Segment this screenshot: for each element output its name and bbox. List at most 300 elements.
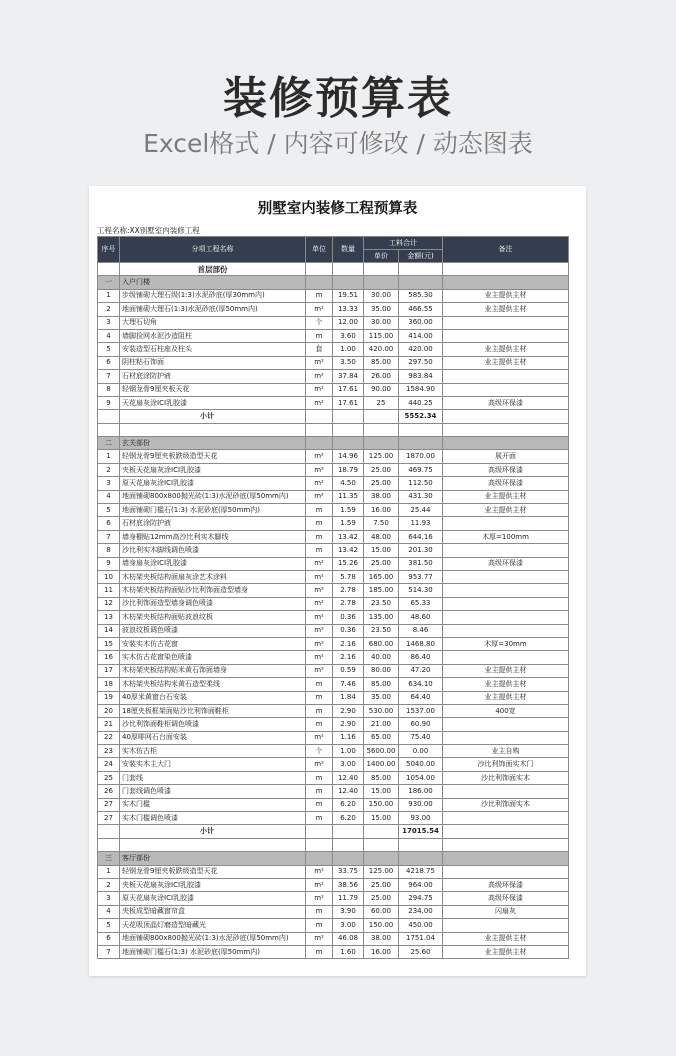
cell-no: 15 <box>98 637 120 650</box>
empty-cell <box>443 410 569 423</box>
section-number: 二 <box>98 437 120 450</box>
cell-note <box>443 651 569 664</box>
project-name: 工程名称:XX别墅室内装修工程 <box>97 226 200 235</box>
cell-amount: 11.93 <box>399 517 443 530</box>
cell-unit: m² <box>306 370 333 383</box>
cell-qty: 11.35 <box>333 490 364 503</box>
cell-item-name: 地面铺砌大理石(1:3)水泥砂底(厚50mm内) <box>120 303 306 316</box>
cell-unit: m <box>306 798 333 811</box>
empty-cell <box>333 838 364 851</box>
cell-amount: 0.00 <box>399 745 443 758</box>
cell-note <box>443 718 569 731</box>
cell-amount: 201.30 <box>399 544 443 557</box>
cell-unit: 个 <box>306 316 333 329</box>
subtotal-row <box>98 825 569 838</box>
cell-qty: 13.42 <box>333 530 364 543</box>
cell-amount: 1870.00 <box>399 450 443 463</box>
cell-unit: m² <box>306 490 333 503</box>
cell-qty: 1.59 <box>333 517 364 530</box>
table-row <box>98 651 569 664</box>
empty-cell <box>399 276 443 289</box>
table-row <box>98 504 569 517</box>
cell-amount: 469.75 <box>399 463 443 476</box>
table-row <box>98 758 569 771</box>
cell-note: 业主提供主材 <box>443 664 569 677</box>
cell-note: 业主自购 <box>443 745 569 758</box>
cell-unit-price: 680.00 <box>364 637 399 650</box>
cell-unit: m² <box>306 932 333 945</box>
cell-no: 1 <box>98 289 120 302</box>
cell-no: 27 <box>98 798 120 811</box>
cell-unit: m² <box>306 637 333 650</box>
cell-amount: 8.46 <box>399 624 443 637</box>
cell-amount: 297.50 <box>399 356 443 369</box>
cell-qty: 12.40 <box>333 785 364 798</box>
cell-qty: 38.56 <box>333 878 364 891</box>
cell-amount: 585.30 <box>399 289 443 302</box>
header-cost-total: 工料合计 <box>364 237 443 250</box>
empty-cell <box>333 437 364 450</box>
cell-note <box>443 584 569 597</box>
cell-note <box>443 919 569 932</box>
cell-no: 1 <box>98 450 120 463</box>
cell-unit-price: 85.00 <box>364 771 399 784</box>
cell-unit: 套 <box>306 343 333 356</box>
empty-cell <box>443 852 569 865</box>
cell-note <box>443 731 569 744</box>
cell-note <box>443 785 569 798</box>
cell-item-name: 轻钢龙骨9厘夹板天花 <box>120 383 306 396</box>
cell-note <box>443 544 569 557</box>
cell-qty: 0.59 <box>333 664 364 677</box>
cell-item-name: 实木门槛 <box>120 798 306 811</box>
cell-note: 业主提供主材 <box>443 504 569 517</box>
cell-item-name: 18厘夹板框架面贴沙比利饰面鞋柜 <box>120 704 306 717</box>
cell-qty: 7.46 <box>333 678 364 691</box>
empty-cell <box>120 838 306 851</box>
header-unit-price: 单价 <box>364 250 399 263</box>
cell-qty: 0.36 <box>333 624 364 637</box>
cell-no: 19 <box>98 691 120 704</box>
table-row <box>98 637 569 650</box>
cell-qty: 3.00 <box>333 919 364 932</box>
header-note: 备注 <box>443 237 569 263</box>
empty-cell <box>364 825 399 838</box>
cell-no: 7 <box>98 530 120 543</box>
spreadsheet-preview <box>89 186 586 976</box>
cell-no: 7 <box>98 945 120 958</box>
cell-unit: m² <box>306 570 333 583</box>
empty-cell <box>399 852 443 865</box>
cell-no: 9 <box>98 557 120 570</box>
cell-unit: m <box>306 905 333 918</box>
table-row <box>98 611 569 624</box>
cell-no: 5 <box>98 919 120 932</box>
cell-note <box>443 383 569 396</box>
cell-qty: 12.40 <box>333 771 364 784</box>
cell-item-name: 40厚米黄窗台石安装 <box>120 691 306 704</box>
cell-item-name: 地面铺砌门槛石(1:3) 水泥砂底(厚50mm内) <box>120 504 306 517</box>
table-row <box>98 450 569 463</box>
cell-note <box>443 812 569 825</box>
cell-no: 4 <box>98 905 120 918</box>
cell-no: 18 <box>98 678 120 691</box>
cell-amount: 112.50 <box>399 477 443 490</box>
cell-no: 21 <box>98 718 120 731</box>
empty-cell <box>364 410 399 423</box>
cell-unit-price: 150.00 <box>364 798 399 811</box>
cell-item-name: 安装实木主大门 <box>120 758 306 771</box>
table-row <box>98 731 569 744</box>
cell-item-name: 轻钢龙骨9厘夹板跌级造型天花 <box>120 450 306 463</box>
subtotal-label: 小计 <box>120 410 306 423</box>
cell-note <box>443 570 569 583</box>
cell-no: 9 <box>98 396 120 409</box>
cell-unit: m² <box>306 731 333 744</box>
cell-unit-price: 115.00 <box>364 329 399 342</box>
section-name: 玄关部份 <box>120 437 306 450</box>
cell-no: 13 <box>98 611 120 624</box>
cell-no: 6 <box>98 517 120 530</box>
cell-note: 业主提供主材 <box>443 945 569 958</box>
cell-qty: 46.08 <box>333 932 364 945</box>
spacer-row <box>98 423 569 436</box>
cell-qty: 1.00 <box>333 745 364 758</box>
empty-cell <box>364 838 399 851</box>
cell-unit-price: 26.00 <box>364 370 399 383</box>
cell-unit-price: 185.00 <box>364 584 399 597</box>
header-unit: 单位 <box>306 237 333 263</box>
empty-cell <box>333 410 364 423</box>
cell-unit: m² <box>306 892 333 905</box>
empty-cell <box>364 276 399 289</box>
table-row <box>98 544 569 557</box>
cell-item-name: 轻钢龙骨9厘夹板跌级造型天花 <box>120 865 306 878</box>
cell-amount: 514.30 <box>399 584 443 597</box>
cell-note: 业主提供主材 <box>443 490 569 503</box>
cell-item-name: 大理石切角 <box>120 316 306 329</box>
table-row <box>98 370 569 383</box>
section-header-row <box>98 276 569 289</box>
cell-item-name: 实木仿古柜 <box>120 745 306 758</box>
cell-unit: m <box>306 329 333 342</box>
cell-item-name: 阴柱粘石饰面 <box>120 356 306 369</box>
cell-unit-price: 15.00 <box>364 544 399 557</box>
cell-amount: 234.00 <box>399 905 443 918</box>
table-row <box>98 865 569 878</box>
section-header-row <box>98 852 569 865</box>
cell-amount: 294.75 <box>399 892 443 905</box>
cell-no: 12 <box>98 597 120 610</box>
cell-item-name: 步级铺砌大理石级(1:3)水泥砂底(厚30mm内) <box>120 289 306 302</box>
header-amount: 金额(元) <box>399 250 443 263</box>
cell-unit-price: 420.00 <box>364 343 399 356</box>
cell-unit: m <box>306 530 333 543</box>
cell-no: 5 <box>98 504 120 517</box>
empty-cell <box>306 852 333 865</box>
header-item: 分项工程名称 <box>120 237 306 263</box>
cell-note: 高级环保漆 <box>443 477 569 490</box>
cell-note: 展开面 <box>443 450 569 463</box>
cell-unit: m² <box>306 651 333 664</box>
cell-item-name: 木枋架夹板结构面贴波浪纹板 <box>120 611 306 624</box>
cell-amount: 964.00 <box>399 878 443 891</box>
empty-cell <box>306 410 333 423</box>
cell-note: 业主提供主材 <box>443 289 569 302</box>
cell-unit-price: 15.00 <box>364 812 399 825</box>
cell-unit-price: 30.00 <box>364 316 399 329</box>
table-row <box>98 771 569 784</box>
cell-qty: 12.00 <box>333 316 364 329</box>
cell-item-name: 石材底涂防护液 <box>120 370 306 383</box>
cell-note: 木厚=100mm <box>443 530 569 543</box>
table-row <box>98 329 569 342</box>
cell-unit-price: 25.00 <box>364 557 399 570</box>
cell-unit: m² <box>306 878 333 891</box>
cell-amount: 644.16 <box>399 530 443 543</box>
cell-item-name: 沙比利实木脚线调色喷漆 <box>120 544 306 557</box>
cell-unit-price: 1400.00 <box>364 758 399 771</box>
cell-amount: 25.44 <box>399 504 443 517</box>
header-qty: 数量 <box>333 237 364 263</box>
cell-no: 4 <box>98 490 120 503</box>
cell-unit-price: 80.00 <box>364 664 399 677</box>
table-row <box>98 691 569 704</box>
empty-cell <box>98 410 120 423</box>
cell-amount: 466.55 <box>399 303 443 316</box>
empty-cell <box>120 423 306 436</box>
empty-cell <box>399 838 443 851</box>
cell-item-name: 沙比利饰面鞋柜调色喷漆 <box>120 718 306 731</box>
cell-amount: 1468.80 <box>399 637 443 650</box>
cell-item-name: 夹板天花扇灰涂ICI乳胶漆 <box>120 463 306 476</box>
cell-item-name: 地面铺砌800x800抛光砖(1:3)水泥砂底(厚50mm内) <box>120 932 306 945</box>
cell-qty: 2.16 <box>333 637 364 650</box>
empty-cell <box>306 825 333 838</box>
floor-row <box>98 263 569 276</box>
cell-no: 7 <box>98 370 120 383</box>
section-number: 一 <box>98 276 120 289</box>
cell-unit-price: 23.50 <box>364 624 399 637</box>
cell-amount: 48.60 <box>399 611 443 624</box>
cell-unit-price: 35.00 <box>364 303 399 316</box>
cell-qty: 37.84 <box>333 370 364 383</box>
cell-no: 2 <box>98 463 120 476</box>
cell-qty: 3.90 <box>333 905 364 918</box>
cell-amount: 983.84 <box>399 370 443 383</box>
cell-item-name: 墙脚捡网水泥沙造阻柱 <box>120 329 306 342</box>
empty-cell <box>98 838 120 851</box>
cell-unit: m <box>306 691 333 704</box>
cell-no: 20 <box>98 704 120 717</box>
cell-unit: m <box>306 771 333 784</box>
cell-no: 6 <box>98 932 120 945</box>
cell-no: 8 <box>98 383 120 396</box>
cell-item-name: 石材底涂防护液 <box>120 517 306 530</box>
cell-amount: 450.00 <box>399 919 443 932</box>
cell-amount: 953.77 <box>399 570 443 583</box>
cell-unit: m <box>306 678 333 691</box>
cell-item-name: 天花扇灰涂ICI乳胶漆 <box>120 396 306 409</box>
table-row <box>98 945 569 958</box>
sheet-title: 别墅室内装修工程预算表 <box>257 201 418 217</box>
cell-qty: 13.42 <box>333 544 364 557</box>
cell-note <box>443 370 569 383</box>
cell-qty: 4.50 <box>333 477 364 490</box>
cell-amount: 4218.75 <box>399 865 443 878</box>
cell-note: 业主提供主材 <box>443 303 569 316</box>
empty-cell <box>443 423 569 436</box>
cell-item-name: 安装实木仿古花窗 <box>120 637 306 650</box>
cell-no: 1 <box>98 865 120 878</box>
cell-item-name: 木枋架夹板结构面扇灰涂艺术涂料 <box>120 570 306 583</box>
cell-amount: 930.00 <box>399 798 443 811</box>
cell-no: 26 <box>98 785 120 798</box>
cell-note: 木厚=30mm <box>443 637 569 650</box>
cell-amount: 381.50 <box>399 557 443 570</box>
cell-no: 16 <box>98 651 120 664</box>
cell-qty: 6.20 <box>333 798 364 811</box>
cell-unit-price: 38.00 <box>364 932 399 945</box>
cell-note <box>443 316 569 329</box>
empty-cell <box>98 423 120 436</box>
cell-unit-price: 530.00 <box>364 704 399 717</box>
empty-cell <box>306 276 333 289</box>
spacer-row <box>98 838 569 851</box>
header-no: 序号 <box>98 237 120 263</box>
cell-amount: 634.10 <box>399 678 443 691</box>
subtotal-amount: 17015.54 <box>399 825 443 838</box>
cell-unit: 个 <box>306 745 333 758</box>
cell-amount: 25.60 <box>399 945 443 958</box>
table-row <box>98 812 569 825</box>
cell-qty: 11.79 <box>333 892 364 905</box>
cell-qty: 6.20 <box>333 812 364 825</box>
cell-item-name: 木枋架夹板结构贴米黄石饰面墙身 <box>120 664 306 677</box>
cell-item-name: 原天花扇灰涂ICI乳胶漆 <box>120 892 306 905</box>
subtotal-amount: 5552.34 <box>399 410 443 423</box>
cell-amount: 1751.04 <box>399 932 443 945</box>
cell-qty: 1.84 <box>333 691 364 704</box>
cell-amount: 64.40 <box>399 691 443 704</box>
cell-amount: 65.33 <box>399 597 443 610</box>
empty-cell <box>364 852 399 865</box>
cell-unit-price: 15.00 <box>364 785 399 798</box>
empty-cell <box>443 276 569 289</box>
cell-item-name: 墙身扇灰涂ICI乳胶漆 <box>120 557 306 570</box>
cell-unit-price: 25.00 <box>364 463 399 476</box>
cell-qty: 1.60 <box>333 945 364 958</box>
cell-unit-price: 35.00 <box>364 691 399 704</box>
cell-qty: 18.79 <box>333 463 364 476</box>
cell-note: 高级环保漆 <box>443 557 569 570</box>
cell-amount: 86.40 <box>399 651 443 664</box>
cell-qty: 15.26 <box>333 557 364 570</box>
cell-item-name: 40厚啡网石台面安装 <box>120 731 306 744</box>
budget-table-body <box>98 263 569 959</box>
cell-unit-price: 65.00 <box>364 731 399 744</box>
table-row <box>98 463 569 476</box>
empty-cell <box>306 423 333 436</box>
cell-item-name: 门套线 <box>120 771 306 784</box>
cell-note: 400宽 <box>443 704 569 717</box>
cell-unit-price: 135.00 <box>364 611 399 624</box>
cell-unit-price: 7.50 <box>364 517 399 530</box>
table-row <box>98 303 569 316</box>
cell-unit: m² <box>306 865 333 878</box>
cell-amount: 60.90 <box>399 718 443 731</box>
empty-cell <box>399 423 443 436</box>
table-row <box>98 704 569 717</box>
section-name: 入户门楼 <box>120 276 306 289</box>
cell-unit: m² <box>306 664 333 677</box>
cell-no: 6 <box>98 356 120 369</box>
cell-qty: 33.75 <box>333 865 364 878</box>
cell-no: 4 <box>98 329 120 342</box>
table-row <box>98 798 569 811</box>
cell-amount: 1054.00 <box>399 771 443 784</box>
cell-item-name: 地面铺砌800x800抛光砖(1:3)水泥砂底(厚50mm内) <box>120 490 306 503</box>
cell-unit: m² <box>306 611 333 624</box>
cell-amount: 431.30 <box>399 490 443 503</box>
table-row <box>98 289 569 302</box>
cell-unit: m <box>306 919 333 932</box>
cell-qty: 14.96 <box>333 450 364 463</box>
cell-qty: 2.90 <box>333 704 364 717</box>
cell-no: 27 <box>98 812 120 825</box>
cell-note: 业主提供主材 <box>443 691 569 704</box>
empty-cell <box>399 437 443 450</box>
cell-amount: 440.25 <box>399 396 443 409</box>
cell-qty: 19.51 <box>333 289 364 302</box>
table-row <box>98 557 569 570</box>
cell-amount: 75.40 <box>399 731 443 744</box>
cell-no: 2 <box>98 878 120 891</box>
empty-cell <box>443 825 569 838</box>
section-header-row <box>98 437 569 450</box>
cell-unit: m² <box>306 477 333 490</box>
cell-no: 2 <box>98 303 120 316</box>
cell-unit-price: 48.00 <box>364 530 399 543</box>
cell-unit: m <box>306 718 333 731</box>
table-row <box>98 932 569 945</box>
cell-item-name: 安装造型石柱座及柱头 <box>120 343 306 356</box>
cell-unit-price: 25.00 <box>364 878 399 891</box>
hero-title: 装修预算表 <box>223 73 453 124</box>
cell-qty: 5.78 <box>333 570 364 583</box>
cell-qty: 2.78 <box>333 584 364 597</box>
table-row <box>98 785 569 798</box>
cell-unit: m² <box>306 356 333 369</box>
cell-qty: 3.60 <box>333 329 364 342</box>
empty-cell <box>333 825 364 838</box>
section-name: 客厅部份 <box>120 852 306 865</box>
cell-qty: 17.61 <box>333 396 364 409</box>
hero-subtitle: Excel格式 / 内容可修改 / 动态图表 <box>143 129 533 158</box>
cell-note: 业主提供主材 <box>443 678 569 691</box>
cell-unit-price: 23.50 <box>364 597 399 610</box>
subtotal-label: 小计 <box>120 825 306 838</box>
empty-cell <box>333 852 364 865</box>
table-row <box>98 919 569 932</box>
cell-note: 业主提供主材 <box>443 356 569 369</box>
cell-note: 高级环保漆 <box>443 396 569 409</box>
subtotal-row <box>98 410 569 423</box>
cell-unit: m <box>306 945 333 958</box>
table-row <box>98 570 569 583</box>
cell-qty: 3.50 <box>333 356 364 369</box>
cell-unit-price: 30.00 <box>364 289 399 302</box>
